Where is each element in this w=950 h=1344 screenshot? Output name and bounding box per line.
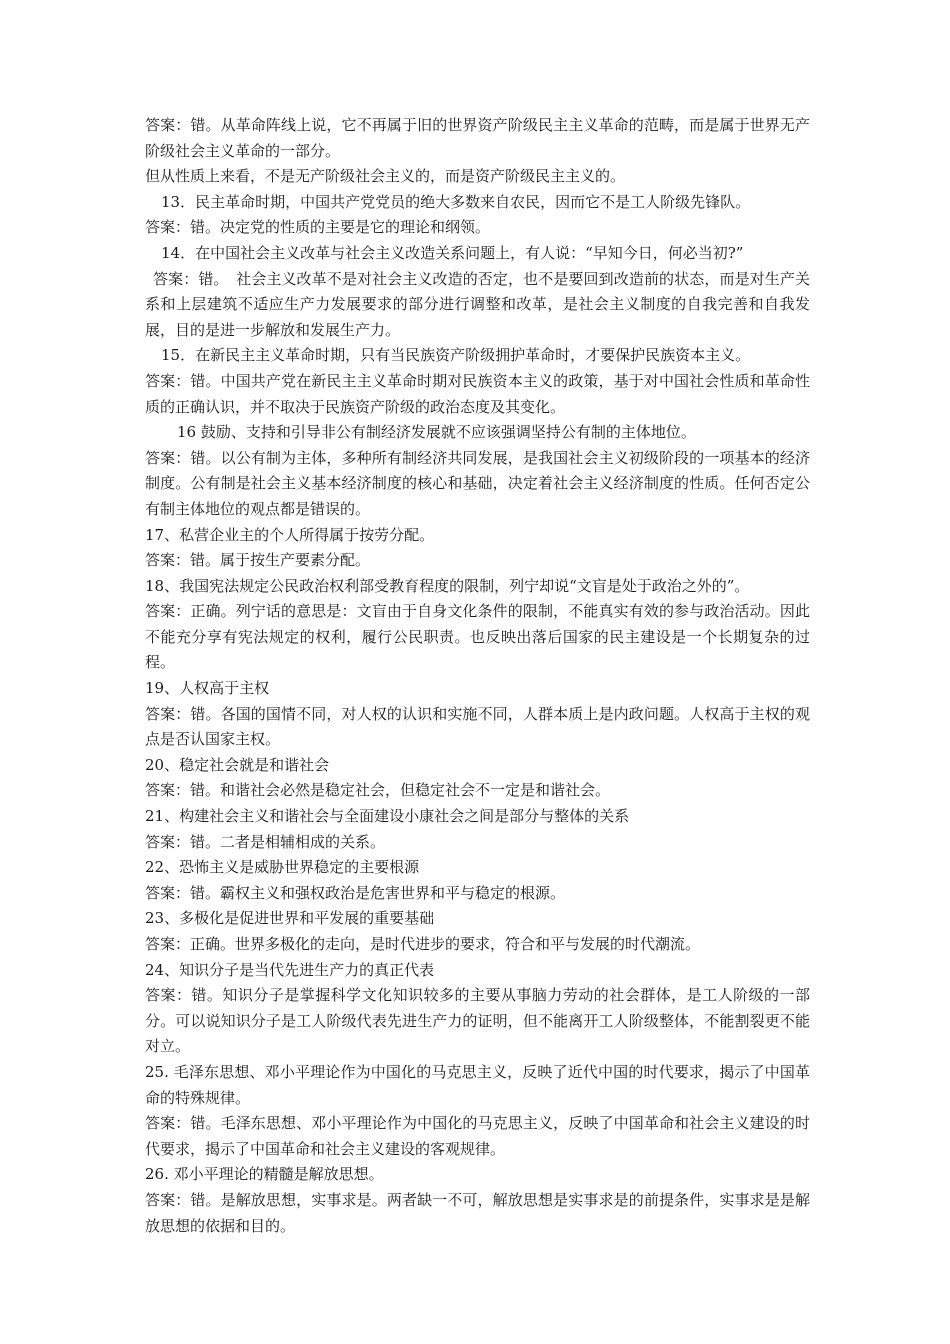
answer-19: 答案：错。各国的国情不同，对人权的认识和实施不同，人群本质上是内政问题。人权高于主权的观点是否认国家主权。 [145,704,810,749]
answer-17: 答案：错。属于按生产要素分配。 [145,551,371,570]
answer-25: 答案：错。毛泽东思想、邓小平理论作为中国化的马克思主义，反映了中国革命和社会主义建设的时代要求，揭示了中国革命和社会主义建设的客观规律。 [145,1114,810,1158]
answer-24: 答案：错。知识分子是掌握科学文化知识较多的主要从事脑力劳动的社会群体，是工人阶级的一部分。可以说知识分子是工人阶级代表先进生产力的证明，但不能离开工人阶级整体，不能割裂更不能对立。 [145,986,810,1056]
question-15: 15．在新民主主义革命时期，只有当民族资产阶级拥护革命时，才要保护民族资本主义。 [161,346,751,365]
question-21: 21、构建社会主义和谐社会与全面建设小康社会之间是部分与整体的关系 [145,807,630,826]
question-23: 23、多极化是促进世界和平发展的重要基础 [145,909,435,928]
question-26: 26. 邓小平理论的精髓是解放思想。 [145,1165,384,1184]
answer-22: 答案：错。霸权主义和强权政治是危害世界和平与稳定的根源。 [145,883,566,902]
question-22: 22、恐怖主义是威胁世界稳定的主要根源 [145,858,420,877]
question-17: 17、私营企业主的个人所得属于按劳分配。 [145,525,435,544]
question-16: 16 鼓励、支持和引导非公有制经济发展就不应该强调坚持公有制的主体地位。 [177,423,696,442]
answer-paragraph-12b: 但从性质上来看，不是无产阶级社会主义的，而是资产阶级民主主义的。 [145,167,626,186]
answer-14: 答案：错。 社会主义改革不是对社会主义改造的否定，也不是要回到改造前的状态，而是对生产关系和上层建筑不适应生产力发展要求的部分进行调整和改革，是社会主义制度的自我完善和自我发展，目的是进一步解放和发展生产力。 [145,269,810,339]
answer-26: 答案：错。是解放思想，实事求是。两者缺一不可，解放思想是实事求是的前提条件，实事求是是解放思想的依据和目的。 [145,1190,810,1235]
answer-23: 答案：正确。世界多极化的走向，是时代进步的要求，符合和平与发展的时代潮流。 [145,935,701,953]
question-20: 20、稳定社会就是和谐社会 [145,755,330,774]
question-14: 14．在中国社会主义改革与社会主义改造关系问题上，有人说：“早知今日，何必当初?” [161,243,744,262]
question-19: 19、人权高于主权 [145,679,270,698]
question-24: 24、知识分子是当代先进生产力的真正代表 [145,960,435,979]
answer-20: 答案：错。和谐社会必然是稳定社会，但稳定社会不一定是和谐社会。 [145,781,611,800]
question-13: 13．民主革命时期，中国共产党党员的绝大多数来自农民，因而它不是工人阶级先锋队。 [161,192,751,211]
answer-16: 答案：错。以公有制为主体，多种所有制经济共同发展，是我国社会主义初级阶段的一项基本的经济制度。公有制是社会主义基本经济制度的核心和基础，决定着社会主义经济制度的性质。任何否定公有制主体地位的观点都是错误的。 [145,448,810,518]
document-body [145,113,810,1239]
answer-15: 答案：错。中国共产党在新民主主义革命时期对民族资本主义的政策，基于对中国社会性质和革命性质的正确认识，并不取决于民族资产阶级的政治态度及其变化。 [145,371,810,416]
question-25: 25. 毛泽东思想、邓小平理论作为中国化的马克思主义，反映了近代中国的时代要求，揭示了中国革命的特殊规律。 [145,1062,810,1107]
answer-paragraph-12a: 答案：错。从革命阵线上说，它不再属于旧的世界资产阶级民主主义革命的范畴，而是属于世界无产阶级社会主义革命的一部分。 [145,116,810,160]
answer-21: 答案：错。二者是相辅相成的关系。 [145,832,386,851]
answer-13: 答案：错。决定党的性质的主要是它的理论和纲领。 [145,218,491,237]
answer-18: 答案：正确。列宁话的意思是：文盲由于自身文化条件的限制，不能真实有效的参与政治活动。因此不能充分享有宪法规定的权利，履行公民职责。也反映出落后国家的民主建设是一个长期复杂的过程。 [145,602,810,672]
question-18: 18、我国宪法规定公民政治权利部受教育程度的限制，列宁却说“文盲是处于政治之外的”。 [145,576,750,595]
